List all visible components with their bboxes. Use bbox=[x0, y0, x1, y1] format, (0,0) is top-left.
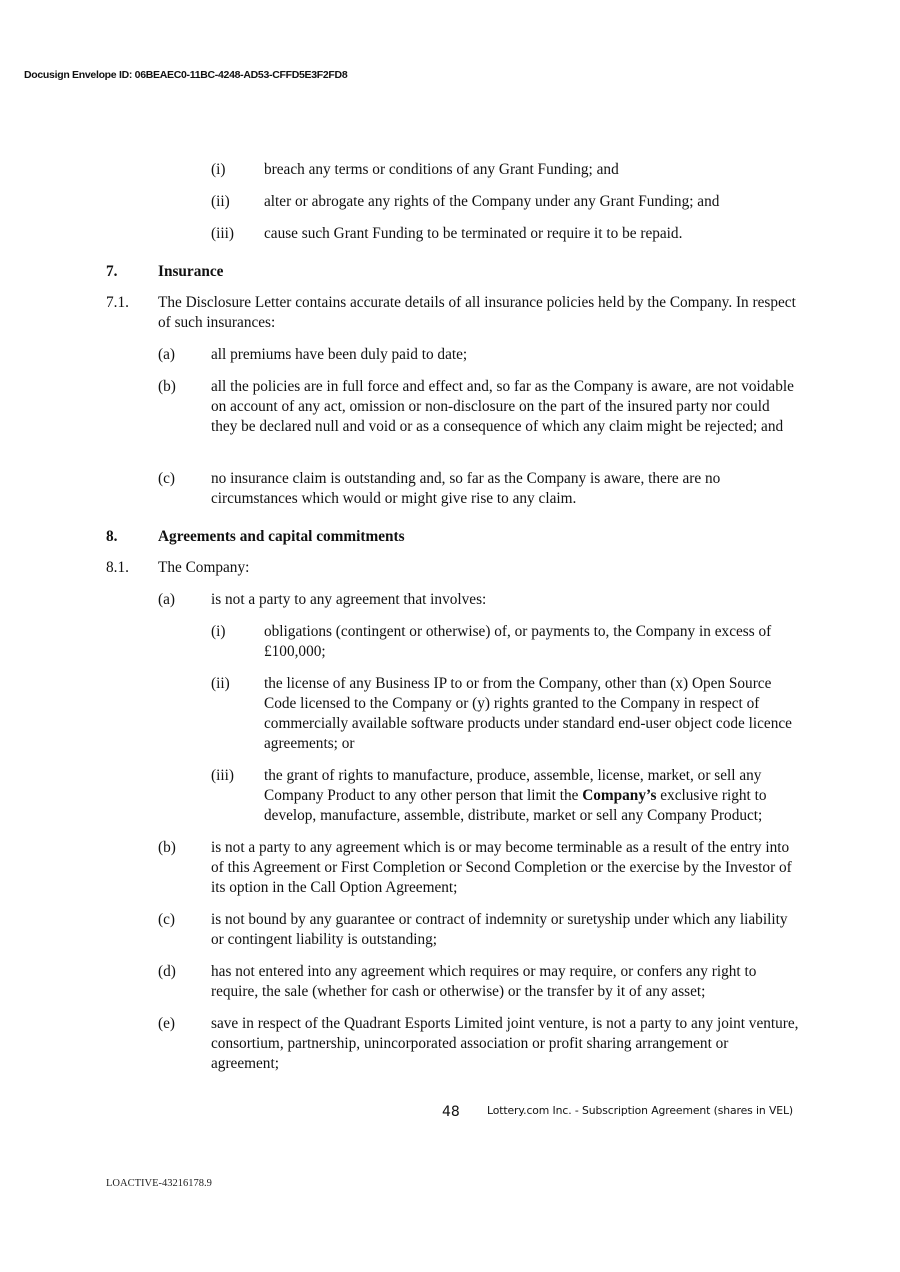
clause-text: The Company: bbox=[158, 559, 250, 576]
item-text: the license of any Business IP to or from the Company, other than (x) Open Source Code licensed to the Company or (y) rights granted to the Company in respect of commercially available software products under standard end-user object code licence agreements; or bbox=[264, 675, 792, 752]
section-number: 8. bbox=[106, 528, 118, 545]
document-reference: LOACTIVE-43216178.9 bbox=[106, 1178, 212, 1189]
item-number: (a) bbox=[158, 346, 175, 363]
section-title: Insurance bbox=[158, 263, 224, 280]
item-number: (i) bbox=[211, 161, 226, 178]
item-text bbox=[264, 766, 799, 826]
item-number: (ii) bbox=[211, 675, 230, 692]
item-text: is not a party to any agreement that involves: bbox=[211, 591, 487, 608]
item-number: (e) bbox=[158, 1015, 175, 1032]
item-text: cause such Grant Funding to be terminated or require it to be repaid. bbox=[264, 225, 683, 242]
item-text: all premiums have been duly paid to date; bbox=[211, 346, 468, 363]
item-number: (c) bbox=[158, 911, 175, 928]
item-number: (a) bbox=[158, 591, 175, 608]
page-number: 48 bbox=[442, 1104, 460, 1120]
item-text: has not entered into any agreement which requires or may require, or confers any right to require, the sale (whether for cash or otherwise) or the transfer by it of any asset; bbox=[211, 963, 757, 1000]
item-text-part: exclusive right to develop, manufacture, assemble, distribute, market or sell any Company Product; bbox=[264, 787, 767, 824]
item-number: (ii) bbox=[211, 193, 230, 210]
footer-document-title: Lottery.com Inc. - Subscription Agreement (shares in VEL) bbox=[487, 1104, 794, 1117]
item-text: obligations (contingent or otherwise) of, or payments to, the Company in excess of £100,000; bbox=[264, 623, 772, 660]
clause-number: 7.1. bbox=[106, 294, 129, 311]
company-possessive-bold: Company’s bbox=[582, 787, 657, 804]
item-text: alter or abrogate any rights of the Company under any Grant Funding; and bbox=[264, 193, 720, 210]
item-text: is not bound by any guarantee or contract of indemnity or suretyship under which any liability or contingent liability is outstanding; bbox=[211, 911, 788, 948]
clause-text: The Disclosure Letter contains accurate details of all insurance policies held by the Company. In respect of such insurances: bbox=[158, 294, 796, 331]
item-text: is not a party to any agreement which is or may become terminable as a result of the entry into of this Agreement or First Completion or Second Completion or the exercise by the Investor of its option in the Call Option Agreement; bbox=[211, 839, 792, 896]
docusign-envelope-id: Docusign Envelope ID: 06BEAEC0-11BC-4248-AD53-CFFD5E3F2FD8 bbox=[24, 69, 348, 81]
item-number: (iii) bbox=[211, 767, 234, 784]
item-number: (b) bbox=[158, 378, 176, 395]
item-text: no insurance claim is outstanding and, so far as the Company is aware, there are no circumstances which would or might give rise to any claim. bbox=[211, 470, 721, 507]
section-title: Agreements and capital commitments bbox=[158, 528, 405, 545]
item-text-part: the grant of rights to manufacture, produce, assemble, license, market, or sell any Company Product to any other person that limit the bbox=[264, 767, 762, 804]
item-text: save in respect of the Quadrant Esports Limited joint venture, is not a party to any joint venture, consortium, partnership, unincorporated association or profit sharing arrangement or agreement; bbox=[211, 1015, 799, 1072]
item-text: all the policies are in full force and effect and, so far as the Company is aware, are not voidable on account of any act, omission or non-disclosure on the part of the insured party nor could they be declared null and void or as a consequence of which any claim might be rejected; and bbox=[211, 378, 794, 435]
item-number: (i) bbox=[211, 623, 226, 640]
item-number: (b) bbox=[158, 839, 176, 856]
clause-number: 8.1. bbox=[106, 559, 129, 576]
item-number: (iii) bbox=[211, 225, 234, 242]
item-number: (d) bbox=[158, 963, 176, 980]
section-number: 7. bbox=[106, 263, 118, 280]
item-number: (c) bbox=[158, 470, 175, 487]
item-text: breach any terms or conditions of any Grant Funding; and bbox=[264, 161, 619, 178]
